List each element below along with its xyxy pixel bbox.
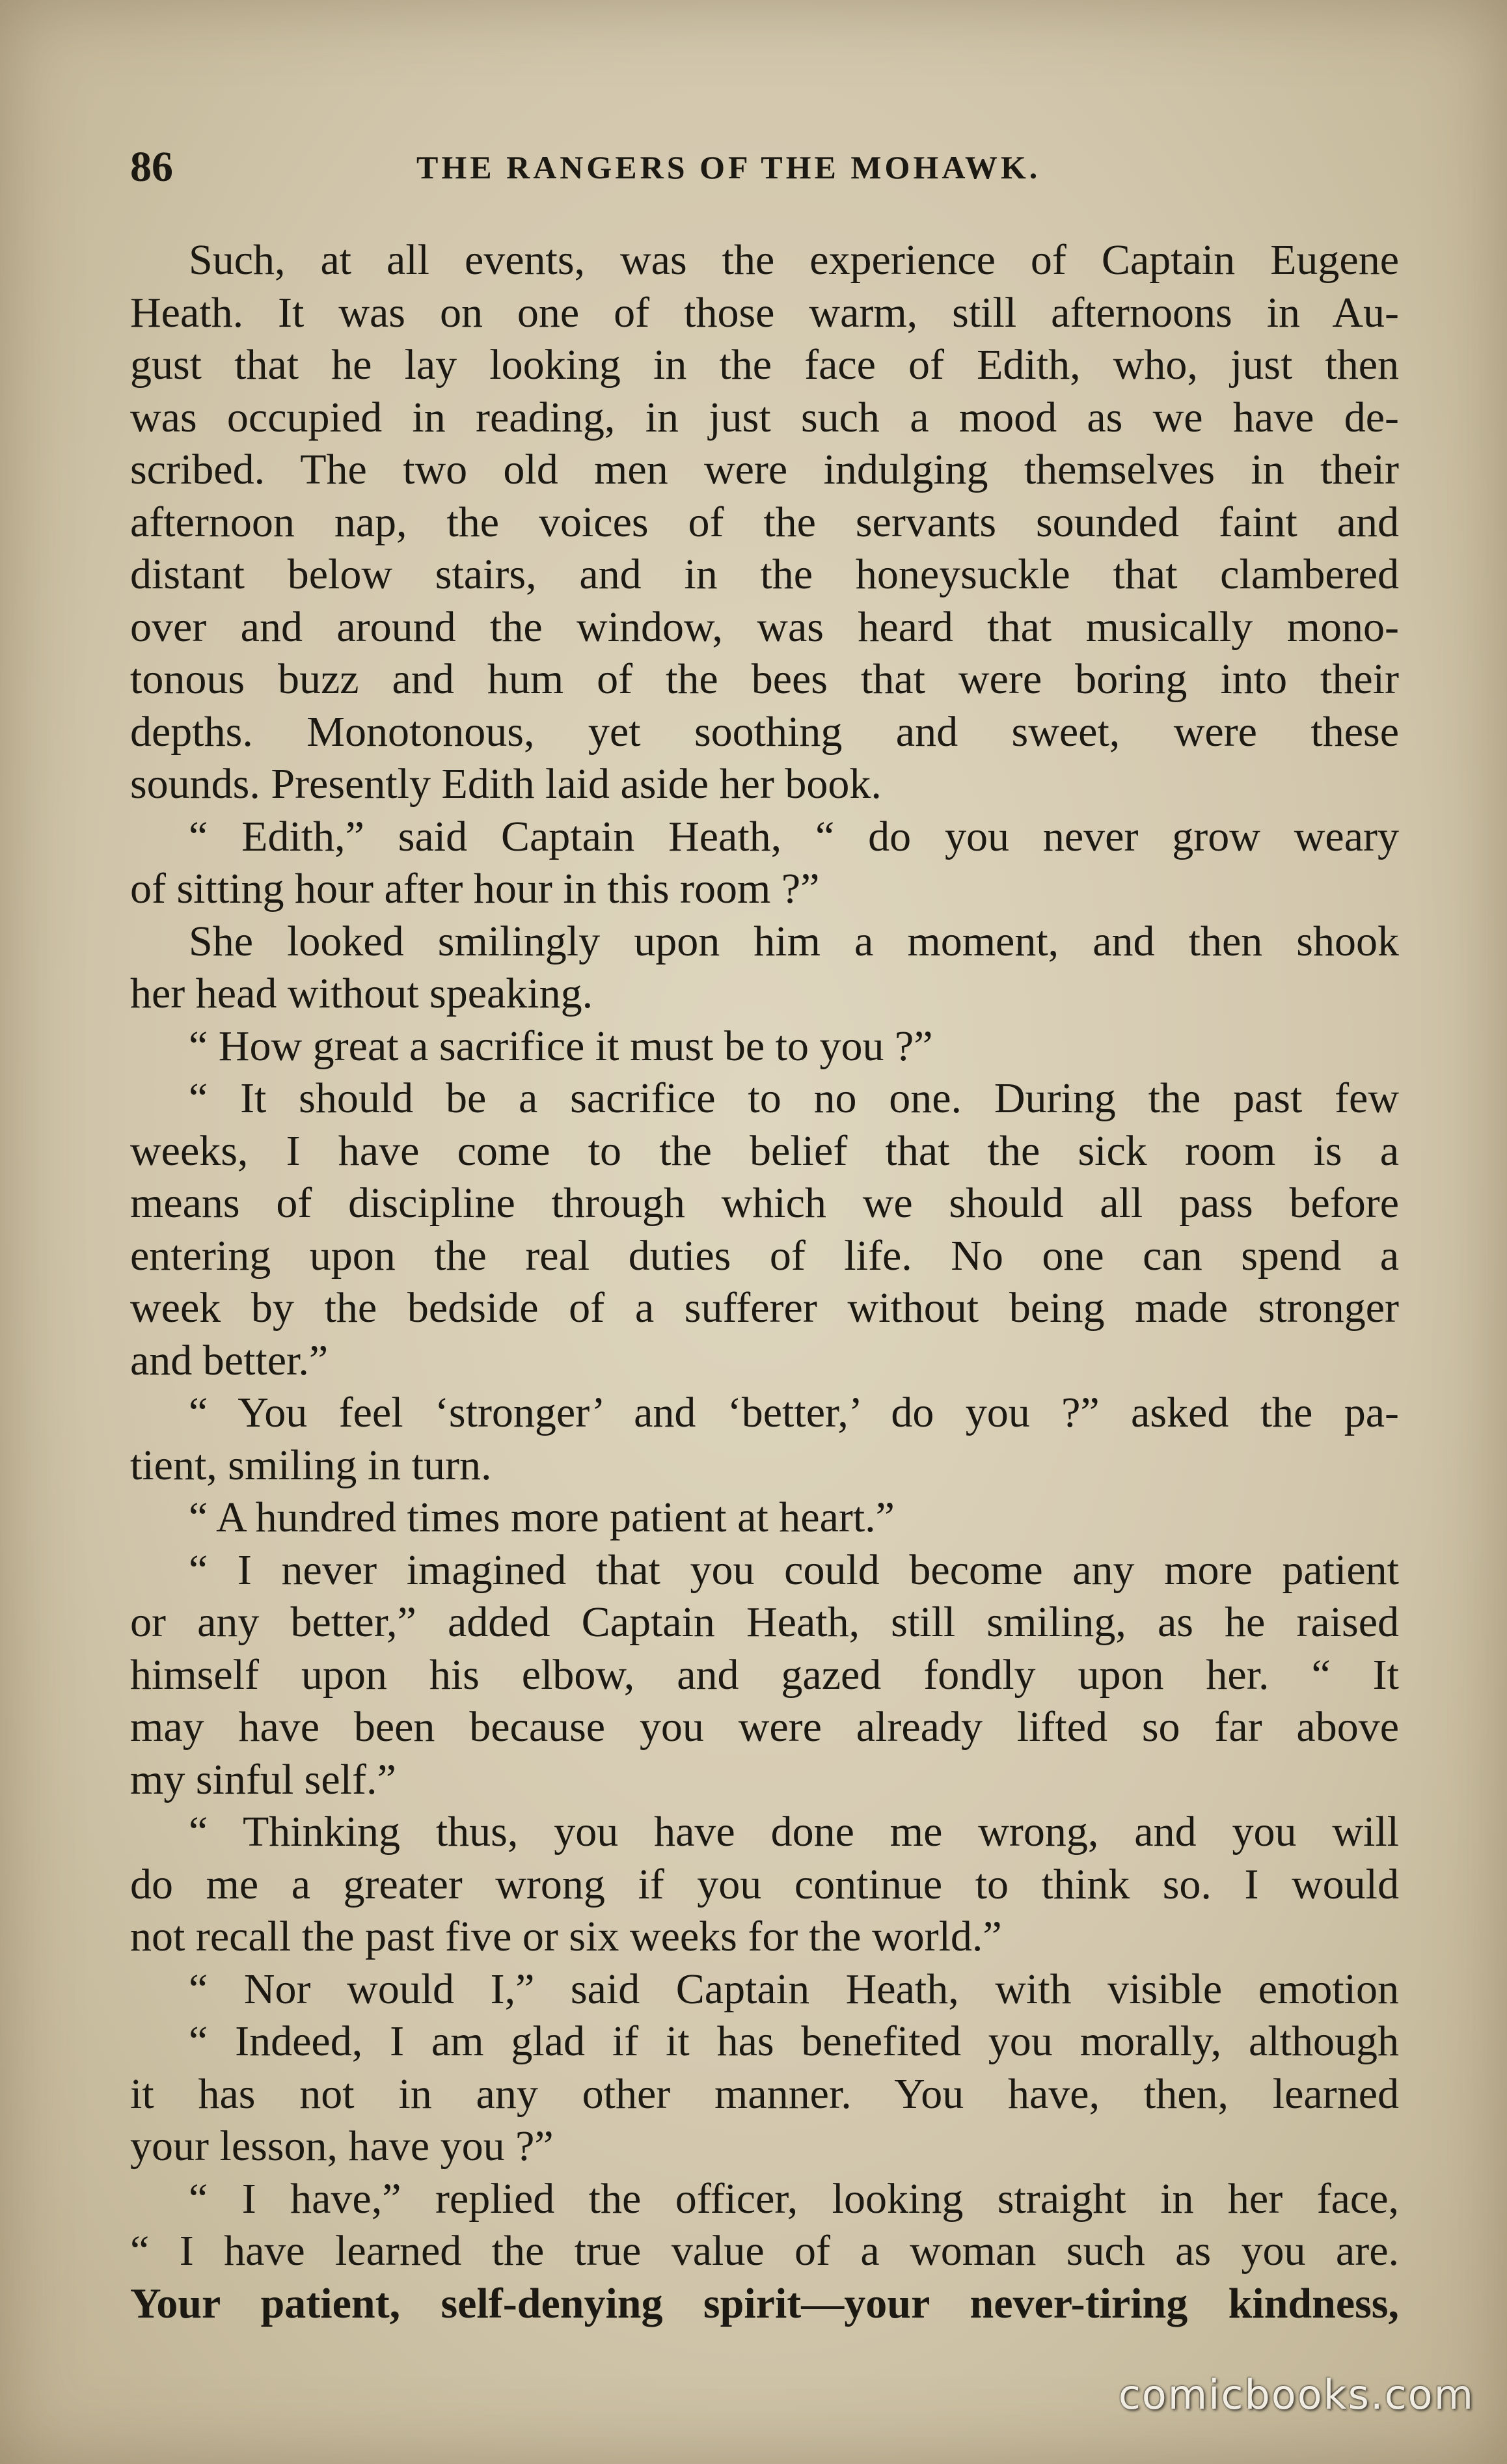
text-line: “ Nor would I,” said Captain Heath, with visible emotion — [189, 1965, 1399, 2013]
text-line: “ Edith,” said Captain Heath, “ do you never grow weary — [189, 812, 1399, 860]
text-line: scribed. The two old men were indulging themselves in their — [130, 446, 1399, 493]
text-line: Heath. It was on one of those warm, still afternoons in Au- — [130, 288, 1399, 336]
text-line: tient, smiling in turn. — [130, 1441, 492, 1489]
text-line: was occupied in reading, in just such a mood as we have de- — [130, 393, 1399, 441]
text-line: tonous buzz and hum of the bees that were boring into their — [130, 655, 1399, 703]
running-head — [130, 138, 1403, 197]
text-line: not recall the past five or six weeks for the world.” — [130, 1913, 1002, 1960]
page-number: 86 — [130, 143, 173, 191]
text-line: “ Thinking thus, you have done me wrong, and you will — [189, 1808, 1399, 1855]
text-line: “ I have learned the true value of a woman such as you are. — [130, 2227, 1399, 2275]
text-line: himself upon his elbow, and gazed fondly upon her. “ It — [130, 1650, 1399, 1699]
text-line: and better.” — [130, 1336, 329, 1384]
text-body — [130, 234, 1399, 2330]
text-line: weeks, I have come to the belief that the sick room is a — [130, 1127, 1399, 1175]
text-line: “ It should be a sacrifice to no one. During the past few — [189, 1075, 1399, 1122]
text-line: or any better,” added Captain Heath, still smiling, as he raised — [130, 1598, 1399, 1646]
text-line: afternoon nap, the voices of the servants sounded faint and — [130, 498, 1399, 546]
text-line: depths. Monotonous, yet soothing and sweet, were these — [130, 707, 1399, 756]
text-line: her head without speaking. — [130, 970, 593, 1017]
text-line: “ I have,” replied the officer, looking straight in her face, — [189, 2174, 1399, 2223]
text-line: of sitting hour after hour in this room ?” — [130, 865, 820, 912]
book-title: THE RANGERS OF THE MOHAWK. — [416, 149, 1041, 185]
text-line: do me a greater wrong if you continue to think so. I would — [130, 1860, 1399, 1908]
text-line: over and around the window, was heard that musically mono- — [130, 603, 1399, 651]
text-line: week by the bedside of a sufferer without being made stronger — [130, 1284, 1399, 1332]
text-line: “ How great a sacrifice it must be to you ?” — [189, 1022, 933, 1070]
text-line: may have been because you were already lifted so far above — [130, 1703, 1399, 1751]
text-line: “ I never imagined that you could become any more patient — [189, 1546, 1399, 1594]
text-line: She looked smilingly upon him a moment, and then shook — [189, 917, 1399, 965]
text-line: your lesson, have you ?” — [130, 2122, 554, 2170]
text-line: sounds. Presently Edith laid aside her book. — [130, 760, 882, 808]
text-line: distant below stairs, and in the honeysuckle that clambered — [130, 551, 1399, 598]
text-line: my sinful self.” — [130, 1755, 396, 1803]
text-line: “ A hundred times more patient at heart.” — [189, 1494, 895, 1541]
text-line: it has not in any other manner. You have, then, learned — [130, 2070, 1399, 2118]
text-line: “ You feel ‘stronger’ and ‘better,’ do you ?” asked the pa- — [189, 1389, 1399, 1436]
text-line: “ Indeed, I am glad if it has benefited you morally, although — [189, 2018, 1399, 2065]
text-line: gust that he lay looking in the face of Edith, who, just then — [130, 341, 1399, 389]
text-line: means of discipline through which we should all pass before — [130, 1179, 1399, 1227]
watermark-text: comicbooks.com — [1118, 2371, 1474, 2418]
text-line: entering upon the real duties of life. No one can spend a — [130, 1231, 1399, 1280]
text-line: Your patient, self-denying spirit—your never-tiring kindness, — [130, 2279, 1399, 2327]
text-line: Such, at all events, was the experience of Captain Eugene — [189, 236, 1399, 284]
